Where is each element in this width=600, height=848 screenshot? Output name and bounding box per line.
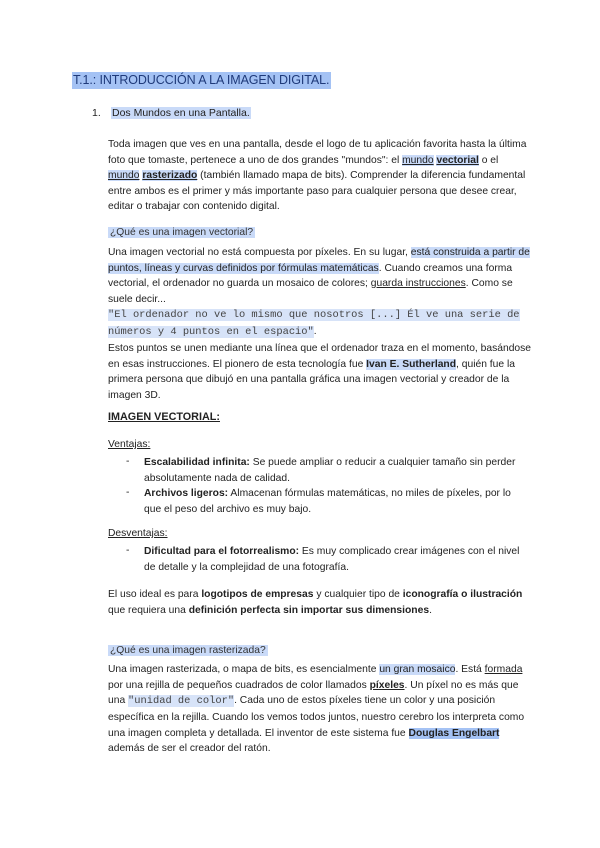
ventaja-1-text: Se puede ampliar o reducir a cualquier tamaño sin perder absolutamente nada de calidad. (144, 457, 516, 484)
intro-text-2: o el (478, 154, 499, 166)
vector-text-2: . Cuando creamos una forma vectorial, el ordenador no guarda un mosaico de colores; (108, 262, 513, 289)
mundo-rasterizado-a: mundo (108, 170, 140, 181)
mundo-rasterizado-b: rasterizado (142, 170, 198, 181)
ventaja-item-1 (144, 455, 524, 486)
mundo-vectorial-b: vectorial (436, 154, 479, 166)
vector-text-3: . Como se suele decir... (108, 278, 513, 305)
engelbart-name: Douglas Engelbart (408, 727, 500, 739)
raster-pixeles: píxeles (369, 679, 405, 691)
ideal-use-paragraph (108, 587, 528, 618)
raster-text-6: además de ser el creador del ratón. (108, 743, 271, 754)
ideal-bold-1: logotipos de empresas (201, 589, 314, 600)
vector-quote-end: . (313, 326, 317, 337)
ventaja-2-text: Almacenan fórmulas matemáticas, no miles de píxeles, por lo que el peso del archivo es muy bajo. (144, 488, 511, 515)
ventajas-label: Ventajas: (108, 439, 151, 450)
raster-paragraph (108, 662, 528, 757)
vector-text-5: , quién fue la primera persona que dibujó en una pantalla gráfica una imagen vectorial y creador de la imagen 3D. (108, 358, 515, 401)
ideal-text-1: El uso ideal es para (108, 589, 202, 600)
ideal-bold-2: iconografía o ilustración (402, 589, 523, 600)
raster-text-2: . Está (455, 664, 485, 675)
guarda-instrucciones: guarda instrucciones (370, 278, 466, 289)
raster-formada: formada (484, 664, 523, 675)
ideal-text-4: . (429, 604, 432, 616)
raster-text-1: Una imagen rasterizada, o mapa de bits, es esencialmente (108, 664, 380, 675)
vector-text-1: Una imagen vectorial no está compuesta por píxeles. En su lugar, (108, 247, 411, 258)
page-title: T.1.: INTRODUCCIÓN A LA IMAGEN DIGITAL. (73, 73, 330, 87)
sutherland-name: Ivan E. Sutherland (366, 358, 457, 370)
desventaja-1-bold: Dificultad para el fotorrealismo: (144, 546, 300, 557)
vector-highlight: está construida a partir de puntos, líneas y curvas definidos por fórmulas matemáticas (108, 247, 530, 274)
ventaja-item-2 (144, 486, 524, 517)
intro-text-3: (también llamado mapa de bits). Comprender la diferencia fundamental entre ambos es el primer y más importante paso para cualquier persona que desee crear, editar o trabajar con contenido digital. (108, 170, 526, 212)
raster-highlight: un gran mosaico (379, 664, 456, 675)
desventajas-label: Desventajas: (108, 528, 168, 539)
raster-question: ¿Qué es una imagen rasterizada? (110, 645, 266, 656)
mundo-vectorial-a: mundo (402, 154, 434, 166)
intro-text-1: Toda imagen que ves en una pantalla, desde el logo de tu aplicación favorita hasta la última foto que tomaste, pertenece a uno de dos grandes "mundos": el (108, 139, 527, 166)
bullet-dash: - (126, 456, 130, 467)
ideal-text-2: y cualquier tipo de (313, 589, 403, 600)
vector-paragraph (108, 245, 533, 403)
desventaja-1-text: Es muy complicado crear imágenes con el nivel de detalle y la complejidad de una fotografía. (144, 546, 520, 573)
bullet-dash: - (126, 487, 130, 498)
section-title: Dos Mundos en una Pantalla. (112, 107, 250, 119)
section-number: 1. (92, 107, 101, 119)
ideal-bold-3: definición perfecta sin importar sus dimensiones (188, 604, 430, 616)
bullet-dash: - (126, 545, 130, 556)
ventaja-1-bold: Escalabilidad infinita: (144, 457, 250, 468)
vector-heading: IMAGEN VECTORIAL: (108, 411, 220, 423)
raster-text-3: por una rejilla de pequeños cuadrados de color llamados (108, 679, 370, 691)
vector-question: ¿Qué es una imagen vectorial? (110, 227, 254, 238)
vector-text-4: Estos puntos se unen mediante una línea que el ordenador traza en el momento, basándose en esas instrucciones. El pionero de esta tecnología fue (108, 343, 532, 370)
raster-mono: "unidad de color" (128, 695, 235, 707)
intro-paragraph (108, 137, 528, 215)
vector-quote: "El ordenador no ve lo mismo que nosotros [...] Él ve una serie de números y 4 puntos en el espacio" (108, 309, 520, 338)
ideal-text-3: que requiera una (108, 604, 189, 616)
raster-text-4: . Un píxel no es más que una (108, 679, 519, 706)
ventaja-2-bold: Archivos ligeros: (144, 488, 229, 499)
raster-text-5: . Cada uno de estos píxeles tiene un color y una posición específica en la rejilla. Cuando los vemos todos juntos, nuestro cerebro los interpreta como una imagen completa y detallada. El inventor de este sistema fue (108, 695, 525, 739)
desventaja-item-1 (144, 544, 524, 575)
